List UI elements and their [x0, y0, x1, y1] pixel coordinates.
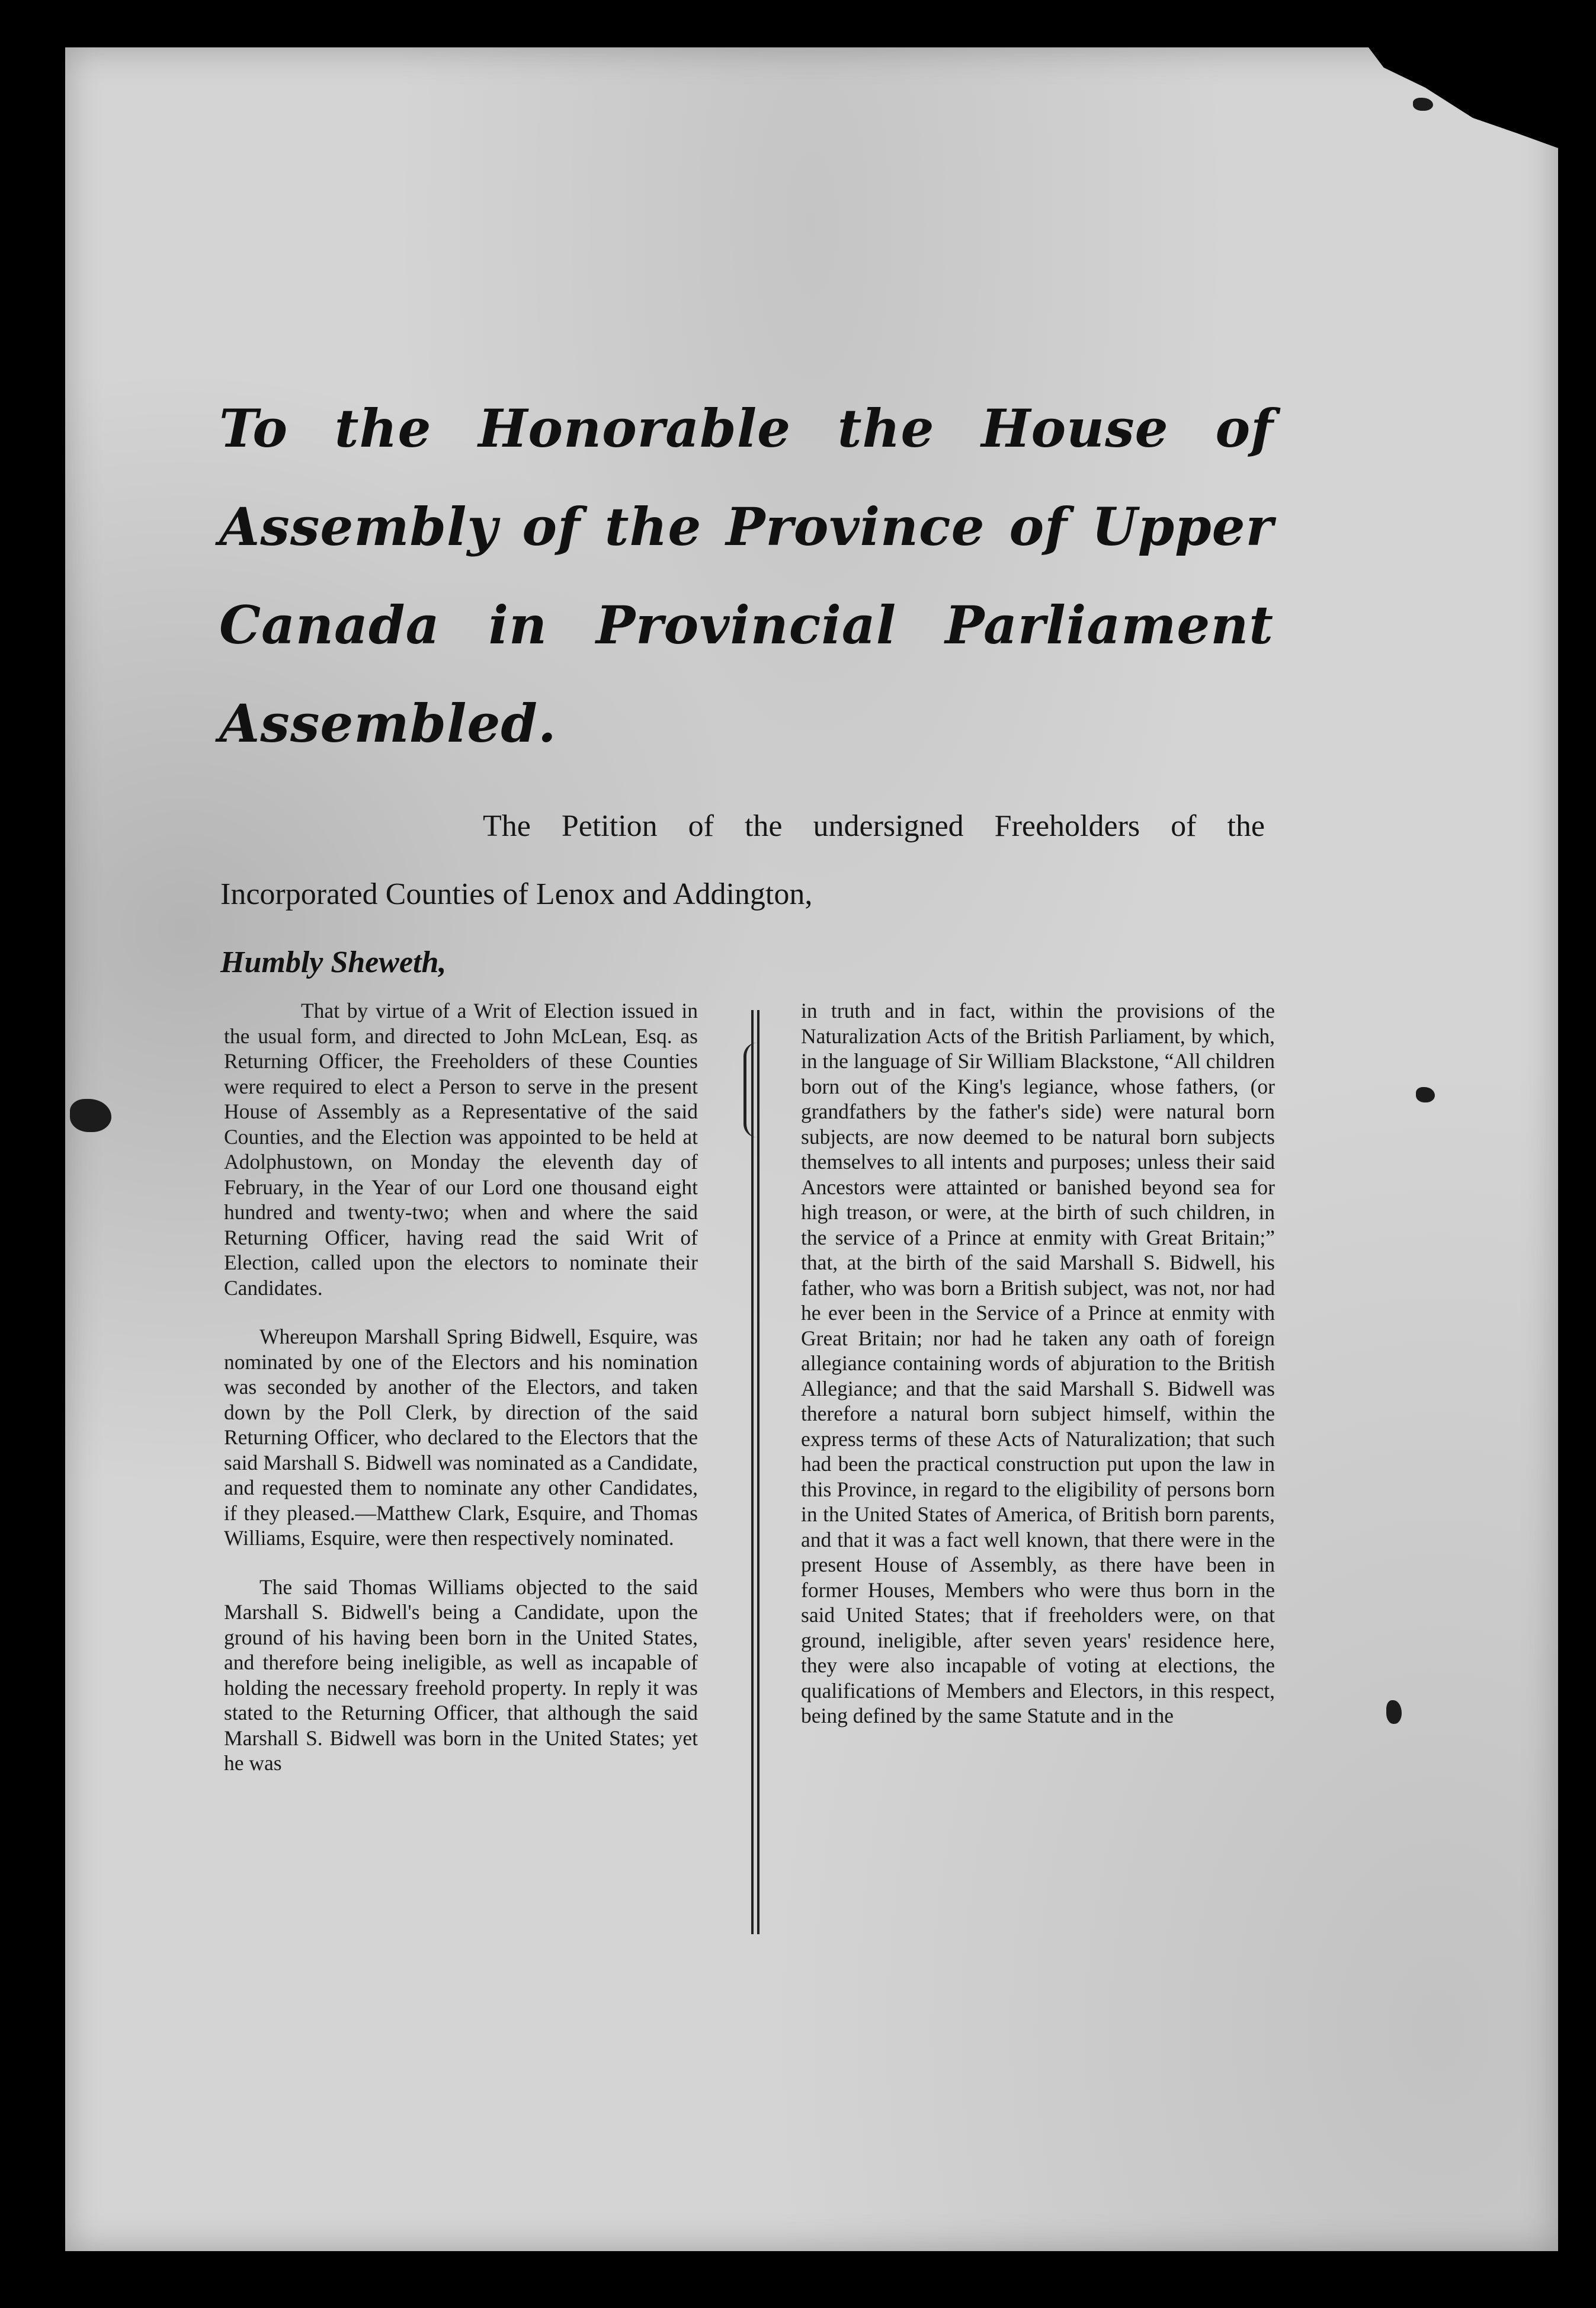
- document-title: To the Honorable the House of Assembly of the Province of Upper Canada in Provincial Parliament Assembled.: [219, 398, 1274, 754]
- salutation: Humbly Sheweth,: [220, 945, 447, 979]
- left-paragraph-2: Whereupon Marshall Spring Bidwell, Esquire, was nominated by one of the Electors and his nomination was seconded by another of the Electors, and taken down by the Poll Clerk, by direction of the said Returning Officer, who declared to the Electors that the said Marshall S. Bidwell was nominated as a Candidate, and requested them to nominate any other Candidates, if they pleased.—Matthew Clark, Esquire, and Thomas Williams, Esquire, were then respectively nominated.: [224, 1325, 698, 1550]
- left-paragraph-3: The said Thomas Williams objected to the said Marshall S. Bidwell's being a Candidate, upon the ground of his having been born in the United States, and therefore being ineligible, as well as incapable of holding the necessary freehold property. In reply it was stated to the Returning Officer, that although the said Marshall S. Bidwell was born in the United States; yet he was: [224, 1575, 698, 1775]
- column-divider-left-rule: [751, 1010, 754, 1934]
- right-paragraph-1: in truth and in fact, within the provisions of the Naturalization Acts of the British Parliament, by which, in the language of Sir William Blackstone, “All children born out of the King's legiance, whose fathers, (or grandfathers by the father's side) were natural born subjects, are now deemed to be natural born subjects themselves to all intents and purposes; unless their said Ancestors were attainted or banished beyond sea for high treason, or were, at the birth of such children, in the service of a Prince at enmity with Great Britain;” that, at the birth of the said Marshall S. Bidwell, his father, who was born a British subject, was not, nor had he ever been in the Service of a Prince at enmity with Great Britain; nor had he taken any oath of foreign allegiance containing words of abjuration to the British Allegiance; and that the said Marshall S. Bidwell was therefore a natural born subject himself, within the express terms of these Acts of Naturalization; that such had been the practical construction put upon the law in this Province, in regard to the eligibility of persons born in the United States of America, of British born parents, and that it was a fact well known, that there were in the present House of Assembly, as there have been in former Houses, Members who were thus born in the said United States; that if freeholders were, on that ground, ineligible, after seven years' residence here, they were also incapable of voting at elections, the qualifications of Members and Electors, in this respect, being defined by the same Statute and in the: [801, 999, 1275, 1727]
- left-column: [224, 998, 698, 1800]
- petition-intro-line-1: The Petition of the undersigned Freeholders of the: [483, 809, 1265, 843]
- torn-corner: [1369, 47, 1558, 148]
- ink-speck-right-margin: [1416, 1087, 1435, 1102]
- petition-intro-line-2: Incorporated Counties of Lenox and Addington,: [220, 877, 813, 911]
- column-divider-right-rule: [757, 1010, 759, 1934]
- right-column: [801, 998, 1275, 1752]
- left-paragraph-1: That by virtue of a Writ of Election issued in the usual form, and directed to John McLean, Esq. as Returning Officer, the Freeholders of these Counties were required to elect a Person to serve in the present House of Assembly as a Representative of the said Counties, and the Election was appointed to be held at Adolphustown, on Monday the eleventh day of February, in the Year of our Lord one thousand eight hundred and twenty-two; when and where the said Returning Officer, having read the said Writ of Election, called upon the electors to nominate their Candidates.: [224, 999, 698, 1300]
- ink-speck-right-lower: [1386, 1700, 1402, 1724]
- margin-bracket-mark: [743, 1043, 757, 1137]
- ink-speck-top-right: [1413, 98, 1433, 111]
